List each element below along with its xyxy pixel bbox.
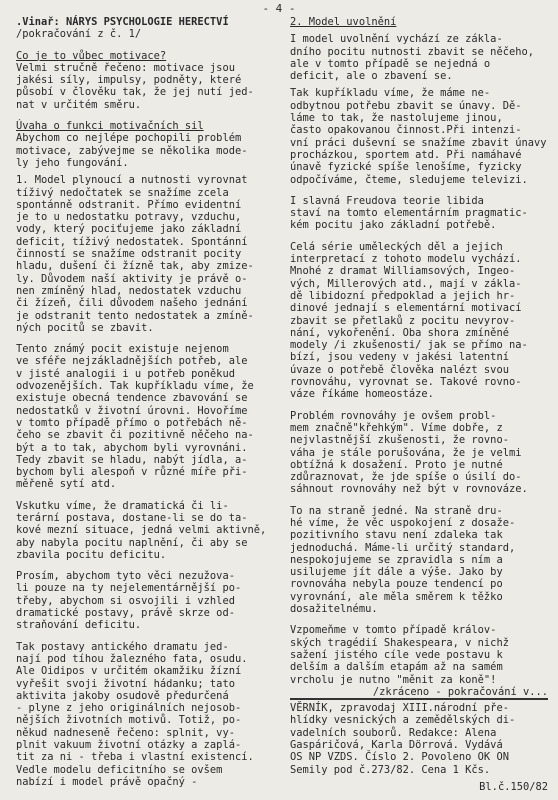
paragraph-freud: I slavná Freudova teorie libida staví na tomto elementárním pragmatic- kém pocitu jako základní potřebě. <box>290 194 528 232</box>
section-heading-motivation: Co je to vůbec motivace? <box>16 49 167 62</box>
paragraph-satisfaction: To na straně jedné. Na straně dru- hé víme, že věc uspokojení z dosaže- pozitivního stavu není zdaleka tak jednoduchá. Máme-li určitý standard, nespokojujeme se zpravidla s ním a usilujeme jít dále a výše. Jako by rovnováha nebyla pouze tendencí po vyrovnání, ale měla směrem k těžko dosažitelnému. <box>290 504 516 616</box>
paragraph-release-intro: I model uvolnění vychází ze zákla- dního pocitu nutnosti zbavit se něčeho, ale v tomto případě se nejedná o deficit, ale o zbavení se. <box>290 33 534 83</box>
document-reference: Bl.č.150/82 <box>479 780 548 793</box>
section-heading-function: Úvaha o funkci motivačních sil <box>16 120 204 133</box>
paragraph-needs: Tento známý pocit existuje nejenom ve sféře nejzákladnějších potřeb, ale v jisté analogii i u potřeb poněkud odvozenějších. Tak kupříkladu víme, že existuje obecná tendence zbavování se nedostatků v životní úrovni. Hovoříme v tomto případě přímo o potřebách ně- čeho se zbavit či pozitivně něčeho na- být a to tak, abychom byli vyrovnáni. Tedy zbavit se hladu, nabýt jídla, a- bychom byli alespoň v různé míře při- měřeně sytí atd. <box>16 343 254 491</box>
paragraph-motivation-definition: Velmi stručně řečeno: motivace jsou jakési síly, impulsy, podněty, které působí v člověku tak, že jej nutí jed- nat v určitém směru. <box>16 61 254 111</box>
paragraph-deficit-model: 1. Model plynoucí a nutnosti vyrovnat tíživý nedočtatek se snažíme zcela spontánně odstranit. Přímo evidentní je to u nedostatku potravy, vzduchu, vody, který pociťujeme jako základní deficit, tíživý nedostatek. Spontánní činností se snažíme odstranit pocity hladu, dušení či žízně tak, aby zmize- ly. Důvodem naší aktivity je právě o- nen zmíněný hlad, nedostatek vzduchu či žízeň, čili důvodem našeho jednání je odstranit tento nedostatek a zmíně- ných pocitů se zbavit. <box>16 174 254 334</box>
page-number: - 4 - <box>262 2 296 15</box>
paragraph-antique-drama: Tak postavy antického dramatu jed- nají pod tíhou žalezného fata, osudu. Ale Oidipos v určitém okamžiku žízní vyřešit svoji životní hádanku; tato aktivita jakoby osudově předurčená - plyne z jeho originálních nejosob- nějších životních motivů. Totiž, po- někud nadneseně řečeno: splnit, vy- plnit vakuum životní otázky a zaplá- tit za ni - třeba i vlastní existencí. Vedle modelu deficitního se ovšem nabízí i model právě opačný - <box>16 640 254 788</box>
paragraph-balance: Problém rovnováhy je ovšem probl- mem značně"křehkým". Víme dobře, z nejvlastnější zkušenosti, že rovno- váha je stále porušována, že je velmi obtížná k dosažení. Proto je nutné zdůraznovat, že jde spíše o úsilí do- sáhnout rovnováhy než být v rovnováze. <box>290 409 528 496</box>
continuation-note: /pokračování z č. 1/ <box>16 28 142 41</box>
left-column <box>16 16 286 788</box>
publication-imprint: VĚRNÍK, zpravodaj XIII.národní pře- hlídky vesnických a zemědělských di- vadelních souborů. Redakce: Alena Gaspáričová, Karla Dörrová. Vydává OS NP VZDS. Číslo 2. Povoleno OK ON Semily pod č.273/82. Cena 1 Kčs. Bl.č.150/82 <box>290 698 548 793</box>
article-title: .Vinař: NÁRYS PSYCHOLOGIE HERECTVÍ <box>16 16 229 28</box>
section-heading-release-model: 2. Model uvolnění <box>290 16 397 28</box>
paragraph-request: Prosím, abychom tyto věci nezužova- li pouze na ty nejelementárnější po- třeby, abychom si osvojili i vzhled dramatické postavy, právě skrze od- straňování deficitu. <box>16 570 242 632</box>
right-column <box>290 16 548 793</box>
paragraph-shakespeare: Vzpomeňme v tomto případě králov- ských tragédií Shakespeara, v nichž sažení jistého cíle vede postavu k delším a dalším etapám až na samém vrcholu je nutno "měnit za koně"! /zkráceno - pokračování v... <box>290 624 548 698</box>
paragraph-artworks: Celá série uměleckých děl a jejich interpretací z tohoto modelu vychází. Mnohé z dramat Williamsových, Ingeo- vých, Millerových atd., mají v zákla- dě libidozní předpoklad a jejich hr- dinové jednají s elementární motivací zbavit se přetlaků z pocitu nevyrov- nání, vykořenění. Oba shora zmíněné modely /i zkušenosti/ jak se přímo na- bízí, jsou vedeny v jakési latentní úvaze o potřebě člověka nalézt svou rovnováhu, vyrovnat se. Takové rovno- váze říkáme homeostáze. <box>290 240 528 401</box>
paragraph-fatigue: Tak kupříkladu víme, že máme ne- odbytnou potřebu zbavit se únavy. Dě- láme to tak, že nastolujeme jinou, často opakovanou činnost.Při intenzi- vní práci duševní se snažíme zbavit únavy procházkou, sportem atd. Při namáhavé únavě fyzické spíše lenošíme, fyzicky odpočíváme, čteme, sledujeme televizi. <box>290 87 547 186</box>
paragraph-dramatic-character: Vskutku víme, že dramatická či li- terární postava, dostane-li se do ta- kové mezní situace, jedná velmi aktivně, aby nabyla pocitu naplnění, či aby se zbavila pocitu deficitu. <box>16 499 267 561</box>
paragraph-intro: Abychom co nejlépe pochopili problém motivace, zabývejme se několika mode- ly jeho fungování. <box>16 132 248 169</box>
